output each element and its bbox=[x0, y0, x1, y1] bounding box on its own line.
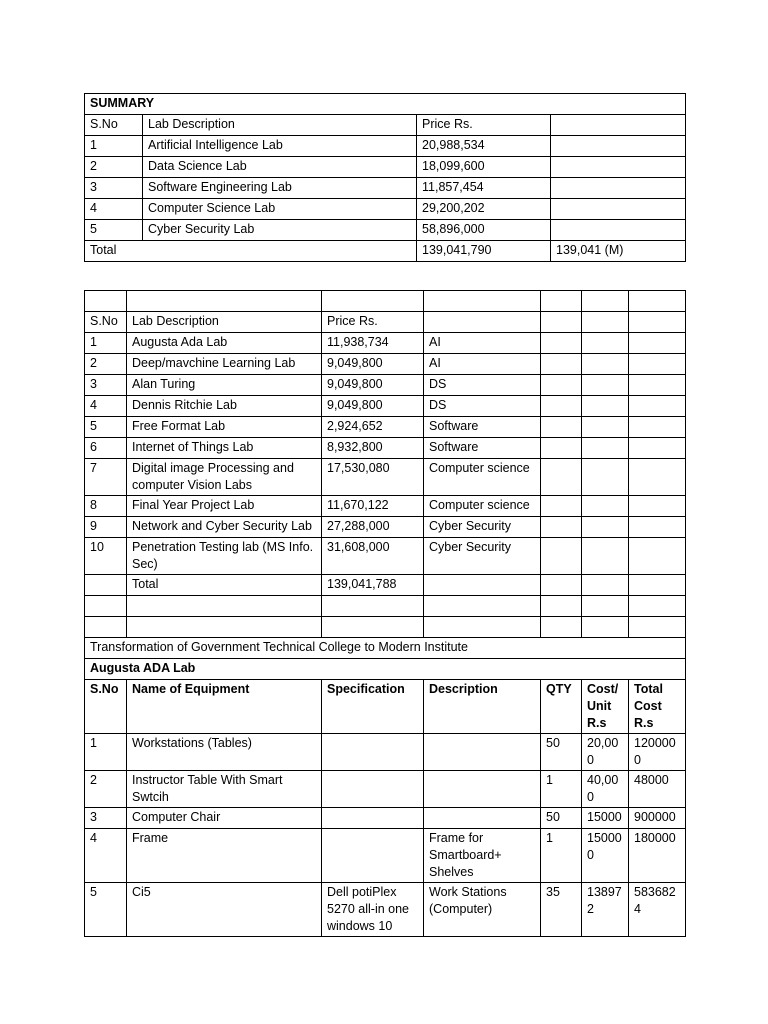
price-cell: 11,938,734 bbox=[322, 333, 424, 354]
cost-unit-cell: 40,000 bbox=[582, 771, 629, 808]
lab-description-cell: Internet of Things Lab bbox=[127, 438, 322, 459]
equipment-name-cell: Ci5 bbox=[127, 883, 322, 937]
sno-cell: 2 bbox=[85, 354, 127, 375]
qty-cell: 50 bbox=[541, 734, 582, 771]
table-row bbox=[85, 417, 686, 438]
total-cost-cell: 48000 bbox=[629, 771, 686, 808]
lab-description-cell: Augusta Ada Lab bbox=[127, 333, 322, 354]
table-row bbox=[85, 354, 686, 375]
empty-cell bbox=[551, 199, 686, 220]
sno-cell: 4 bbox=[85, 199, 143, 220]
lab-description-cell: Cyber Security Lab bbox=[143, 220, 417, 241]
equipment-name-cell: Computer Chair bbox=[127, 808, 322, 829]
price-cell: 18,099,600 bbox=[417, 157, 551, 178]
column-header: Price Rs. bbox=[322, 312, 424, 333]
qty-cell: 1 bbox=[541, 771, 582, 808]
specification-cell bbox=[322, 829, 424, 883]
sno-cell: 5 bbox=[85, 417, 127, 438]
table-row bbox=[85, 199, 686, 220]
price-cell: 58,896,000 bbox=[417, 220, 551, 241]
table-row bbox=[85, 538, 686, 575]
table-row bbox=[85, 459, 686, 496]
sno-cell: 4 bbox=[85, 829, 127, 883]
price-cell: 20,988,534 bbox=[417, 136, 551, 157]
empty-row bbox=[85, 291, 686, 312]
lab-description-cell: Digital image Processing and computer Vision Labs bbox=[127, 459, 322, 496]
column-header: Description bbox=[424, 680, 541, 734]
section-heading: Transformation of Government Technical College to Modern Institute bbox=[85, 638, 686, 659]
lab-description-cell: Data Science Lab bbox=[143, 157, 417, 178]
total-cost-cell: 180000 bbox=[629, 829, 686, 883]
empty-cell bbox=[551, 136, 686, 157]
column-header: Lab Description bbox=[143, 115, 417, 136]
total-millions: 139,041 (M) bbox=[551, 241, 686, 262]
sno-cell: 9 bbox=[85, 517, 127, 538]
category-cell: AI bbox=[424, 333, 541, 354]
table-row bbox=[85, 375, 686, 396]
table-row bbox=[85, 136, 686, 157]
lab-description-cell: Dennis Ritchie Lab bbox=[127, 396, 322, 417]
empty-cell bbox=[551, 220, 686, 241]
labs-table bbox=[84, 290, 686, 937]
lab-name: Augusta ADA Lab bbox=[85, 659, 686, 680]
sno-cell: 6 bbox=[85, 438, 127, 459]
cost-unit-cell: 15000 bbox=[582, 808, 629, 829]
specification-cell: Dell potiPlex 5270 all-in one windows 10 bbox=[322, 883, 424, 937]
table-row bbox=[85, 396, 686, 417]
description-cell bbox=[424, 734, 541, 771]
price-cell: 9,049,800 bbox=[322, 375, 424, 396]
column-header: Cost/ Unit R.s bbox=[582, 680, 629, 734]
cost-unit-cell: 138972 bbox=[582, 883, 629, 937]
column-header bbox=[551, 115, 686, 136]
sno-cell: 3 bbox=[85, 375, 127, 396]
cost-unit-cell: 150000 bbox=[582, 829, 629, 883]
total-price: 139,041,788 bbox=[322, 575, 424, 596]
column-header: Lab Description bbox=[127, 312, 322, 333]
column-header: Specification bbox=[322, 680, 424, 734]
lab-description-cell: Alan Turing bbox=[127, 375, 322, 396]
category-cell: DS bbox=[424, 396, 541, 417]
total-cost-cell: 5836824 bbox=[629, 883, 686, 937]
column-header: S.No bbox=[85, 115, 143, 136]
lab-description-cell: Free Format Lab bbox=[127, 417, 322, 438]
column-header: S.No bbox=[85, 312, 127, 333]
lab-description-cell: Artificial Intelligence Lab bbox=[143, 136, 417, 157]
sno-cell: 1 bbox=[85, 333, 127, 354]
specification-cell bbox=[322, 734, 424, 771]
qty-cell: 35 bbox=[541, 883, 582, 937]
total-label: Total bbox=[85, 241, 417, 262]
category-cell: Computer science bbox=[424, 459, 541, 496]
price-cell: 17,530,080 bbox=[322, 459, 424, 496]
price-cell: 11,670,122 bbox=[322, 496, 424, 517]
category-cell: Cyber Security bbox=[424, 517, 541, 538]
sno-cell: 3 bbox=[85, 808, 127, 829]
sno-cell: 5 bbox=[85, 883, 127, 937]
category-cell: Cyber Security bbox=[424, 538, 541, 575]
column-header: Total Cost R.s bbox=[629, 680, 686, 734]
specification-cell bbox=[322, 771, 424, 808]
empty-cell bbox=[551, 178, 686, 199]
qty-cell: 1 bbox=[541, 829, 582, 883]
summary-header-row bbox=[85, 115, 686, 136]
table-row bbox=[85, 220, 686, 241]
price-cell: 9,049,800 bbox=[322, 354, 424, 375]
summary-title-row bbox=[85, 94, 686, 115]
category-cell: Computer science bbox=[424, 496, 541, 517]
category-cell: AI bbox=[424, 354, 541, 375]
heading-row bbox=[85, 638, 686, 659]
table-row bbox=[85, 496, 686, 517]
price-cell: 29,200,202 bbox=[417, 199, 551, 220]
category-cell: Software bbox=[424, 438, 541, 459]
lab-description-cell: Network and Cyber Security Lab bbox=[127, 517, 322, 538]
empty-row bbox=[85, 617, 686, 638]
description-cell bbox=[424, 771, 541, 808]
empty-row bbox=[85, 596, 686, 617]
sno-cell: 1 bbox=[85, 136, 143, 157]
lab-description-cell: Software Engineering Lab bbox=[143, 178, 417, 199]
description-cell: Work Stations (Computer) bbox=[424, 883, 541, 937]
equipment-name-cell: Workstations (Tables) bbox=[127, 734, 322, 771]
cost-unit-cell: 20,000 bbox=[582, 734, 629, 771]
table-row bbox=[85, 771, 686, 808]
price-cell: 9,049,800 bbox=[322, 396, 424, 417]
empty-cell bbox=[551, 157, 686, 178]
column-header: Price Rs. bbox=[417, 115, 551, 136]
equipment-header-row bbox=[85, 680, 686, 734]
price-cell: 8,932,800 bbox=[322, 438, 424, 459]
column-header: QTY bbox=[541, 680, 582, 734]
lab-description-cell: Final Year Project Lab bbox=[127, 496, 322, 517]
table-row bbox=[85, 734, 686, 771]
table-row bbox=[85, 438, 686, 459]
summary-title: SUMMARY bbox=[85, 94, 686, 115]
labs-total-row bbox=[85, 575, 686, 596]
summary-total-row bbox=[85, 241, 686, 262]
lab-description-cell: Computer Science Lab bbox=[143, 199, 417, 220]
labs-header-row bbox=[85, 312, 686, 333]
sno-cell: 8 bbox=[85, 496, 127, 517]
table-row bbox=[85, 178, 686, 199]
sno-cell: 4 bbox=[85, 396, 127, 417]
sno-cell: 2 bbox=[85, 771, 127, 808]
column-header: Name of Equipment bbox=[127, 680, 322, 734]
sno-cell: 7 bbox=[85, 459, 127, 496]
total-price: 139,041,790 bbox=[417, 241, 551, 262]
description-cell: Frame for Smartboard+ Shelves bbox=[424, 829, 541, 883]
total-cost-cell: 1200000 bbox=[629, 734, 686, 771]
table-row bbox=[85, 829, 686, 883]
sno-cell: 2 bbox=[85, 157, 143, 178]
sno-cell: 10 bbox=[85, 538, 127, 575]
price-cell: 27,288,000 bbox=[322, 517, 424, 538]
table-row bbox=[85, 333, 686, 354]
specification-cell bbox=[322, 808, 424, 829]
table-row bbox=[85, 883, 686, 937]
table-row bbox=[85, 808, 686, 829]
total-label: Total bbox=[127, 575, 322, 596]
sno-cell: 3 bbox=[85, 178, 143, 199]
summary-table bbox=[84, 93, 686, 262]
qty-cell: 50 bbox=[541, 808, 582, 829]
price-cell: 2,924,652 bbox=[322, 417, 424, 438]
table-row bbox=[85, 517, 686, 538]
lab-description-cell: Penetration Testing lab (MS Info. Sec) bbox=[127, 538, 322, 575]
price-cell: 31,608,000 bbox=[322, 538, 424, 575]
total-cost-cell: 900000 bbox=[629, 808, 686, 829]
equipment-name-cell: Frame bbox=[127, 829, 322, 883]
equipment-name-cell: Instructor Table With Smart Swtcih bbox=[127, 771, 322, 808]
description-cell bbox=[424, 808, 541, 829]
sno-cell: 5 bbox=[85, 220, 143, 241]
column-header: S.No bbox=[85, 680, 127, 734]
table-row bbox=[85, 157, 686, 178]
price-cell: 11,857,454 bbox=[417, 178, 551, 199]
category-cell: Software bbox=[424, 417, 541, 438]
category-cell: DS bbox=[424, 375, 541, 396]
lab-description-cell: Deep/mavchine Learning Lab bbox=[127, 354, 322, 375]
lab-name-row bbox=[85, 659, 686, 680]
sno-cell: 1 bbox=[85, 734, 127, 771]
